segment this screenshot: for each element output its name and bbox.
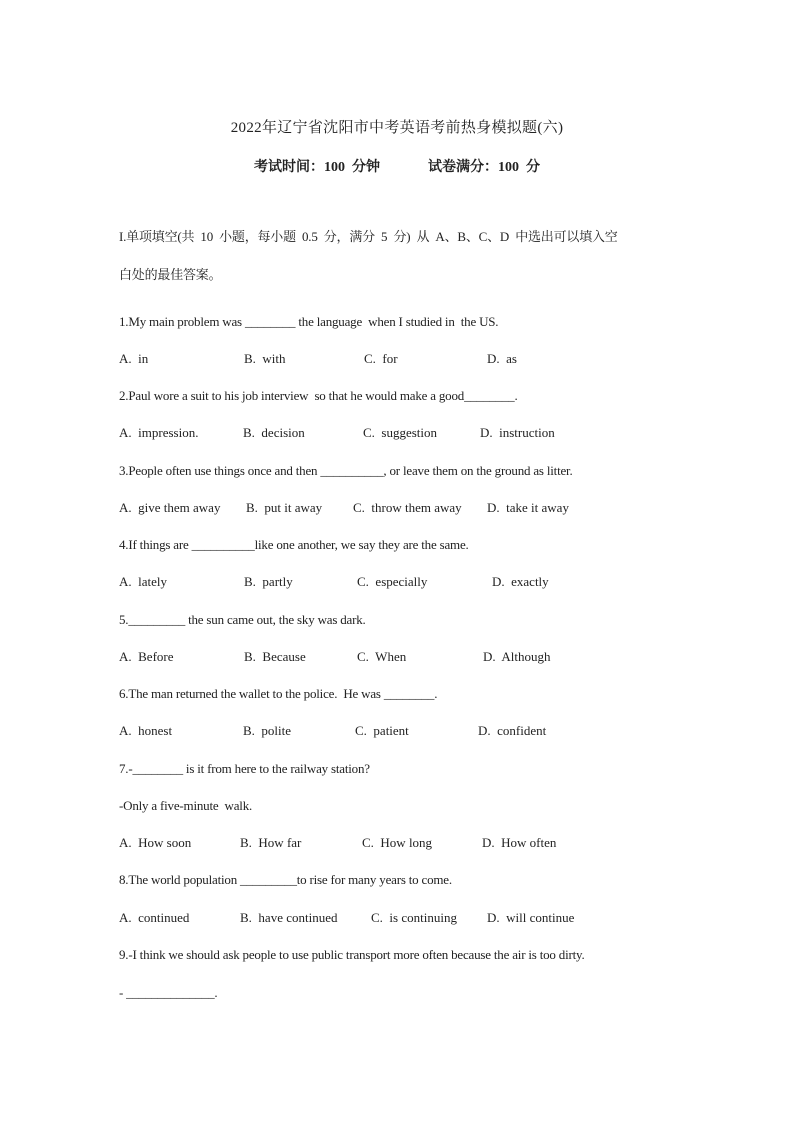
option-b: B. polite bbox=[243, 723, 292, 738]
option-b: B. put it away bbox=[246, 500, 323, 515]
option-b: B. How far bbox=[240, 835, 302, 850]
option-b: B. partly bbox=[244, 574, 293, 589]
exam-time: 考试时间：100 分钟 bbox=[254, 160, 380, 175]
option-d: D. How often bbox=[482, 835, 557, 850]
option-b: B. Because bbox=[244, 649, 306, 664]
option-b: B. with bbox=[244, 351, 286, 366]
option-b: B. have continued bbox=[240, 910, 338, 925]
option-a: A. impression. bbox=[119, 425, 199, 440]
option-d: D. will continue bbox=[487, 910, 575, 925]
question-8-options bbox=[119, 910, 719, 928]
question-4-stem: 4.If things are __________like one another, we say they are the same. bbox=[119, 537, 469, 552]
question-7-stem: 7.-________ is it from here to the railway station? bbox=[119, 761, 370, 776]
option-d: D. instruction bbox=[480, 425, 555, 440]
option-c: C. patient bbox=[355, 723, 409, 738]
option-b: B. decision bbox=[243, 425, 305, 440]
question-3-stem: 3.People often use things once and then __________, or leave them on the ground as litter. bbox=[119, 463, 573, 478]
option-d: D. take it away bbox=[487, 500, 569, 515]
question-7-options bbox=[119, 835, 719, 853]
option-c: C. suggestion bbox=[363, 425, 438, 440]
question-4-options bbox=[119, 574, 719, 592]
question-9-reply: - ______________. bbox=[119, 985, 218, 1000]
question-6-stem: 6.The man returned the wallet to the police. He was ________. bbox=[119, 686, 438, 701]
exam-meta bbox=[254, 156, 540, 176]
question-7-reply: -Only a five-minute walk. bbox=[119, 798, 253, 813]
section-instruction-line-2: 白处的最佳答案。 bbox=[119, 267, 222, 282]
question-9-stem: 9.-I think we should ask people to use public transport more often because the air is too dirty. bbox=[119, 947, 585, 962]
question-1-options bbox=[119, 351, 719, 369]
option-d: D. exactly bbox=[492, 574, 549, 589]
option-a: A. continued bbox=[119, 910, 190, 925]
option-d: D. confident bbox=[478, 723, 547, 738]
option-a: A. How soon bbox=[119, 835, 192, 850]
question-5-options bbox=[119, 649, 719, 667]
exam-score: 试卷满分：100 分 bbox=[428, 160, 540, 175]
option-a: A. lately bbox=[119, 574, 168, 589]
option-a: A. in bbox=[119, 351, 149, 366]
question-1-stem: 1.My main problem was ________ the language when I studied in the US. bbox=[119, 314, 499, 329]
option-a: A. Before bbox=[119, 649, 174, 664]
question-3-options bbox=[119, 500, 719, 518]
question-2-options bbox=[119, 425, 719, 443]
question-8-stem: 8.The world population _________to rise for many years to come. bbox=[119, 872, 452, 887]
section-instruction-line-1: I.单项填空(共 10 小题，每小题 0.5 分，满分 5 分) 从 A、B、C、D 中选出可以填入空 bbox=[119, 229, 618, 244]
option-c: C. When bbox=[357, 649, 407, 664]
option-a: A. give them away bbox=[119, 500, 221, 515]
page-title: 2022年辽宁省沈阳市中考英语考前热身模拟题(六) bbox=[230, 120, 564, 136]
question-5-stem: 5._________ the sun came out, the sky was dark. bbox=[119, 612, 366, 627]
option-d: D. as bbox=[487, 351, 517, 366]
option-c: C. for bbox=[364, 351, 398, 366]
option-c: C. How long bbox=[362, 835, 433, 850]
option-c: C. especially bbox=[357, 574, 428, 589]
option-a: A. honest bbox=[119, 723, 173, 738]
question-2-stem: 2.Paul wore a suit to his job interview so that he would make a good________. bbox=[119, 388, 518, 403]
option-d: D. Although bbox=[483, 649, 551, 664]
option-c: C. is continuing bbox=[371, 910, 457, 925]
option-c: C. throw them away bbox=[353, 500, 462, 515]
question-6-options bbox=[119, 723, 719, 741]
